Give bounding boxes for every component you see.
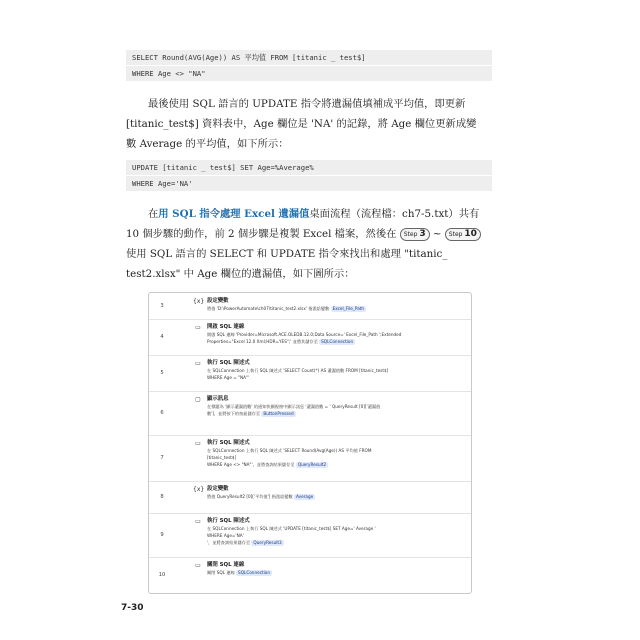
- variable-tag: ButtonPressed: [263, 411, 294, 416]
- flow-step-row[interactable]: [149, 391, 471, 436]
- step-title: 執行 SQL 陳述式: [207, 440, 250, 446]
- variable-tag: Excel_File_Path: [332, 306, 365, 311]
- step-description: 將值 QueryResult2 [0]['平均值'] 指派給變數 Average: [207, 494, 314, 499]
- step-title: 執行 SQL 陳述式: [207, 360, 250, 366]
- step-description: 數']，並將按下的按鈕儲存至 ButtonPressed: [207, 411, 294, 416]
- step-title: 顯示訊息: [207, 396, 229, 402]
- step-description: '，並將查詢結果儲存至 QueryResult3: [207, 540, 282, 545]
- code-line: UPDATE [titanic _ test$] SET Age=%Average%: [132, 163, 314, 172]
- database-icon: ▭: [195, 440, 201, 447]
- step-description: 在 SQLConnection 上執行 SQL 陳述式 'SELECT Count(*) AS 遺漏值數 FROM [titanic_test$]: [207, 368, 389, 373]
- code-block-select: [126, 50, 492, 81]
- step-number: 4: [160, 334, 164, 340]
- text-line: 在用 SQL 指令處理 Excel 遺漏值桌面流程（流程檔：ch7-5.txt）共有: [148, 208, 480, 220]
- flow-step-row[interactable]: [149, 355, 471, 392]
- text-line: 數 Average 的平均值，如下所示：: [126, 138, 289, 150]
- step-description: WHERE Age <> "NA"'，並將查詢結果儲存至 QueryResult2: [207, 462, 327, 467]
- step-title: 設定變數: [207, 486, 229, 492]
- database-icon: ▭: [195, 360, 201, 367]
- code-block-update: [126, 160, 492, 191]
- code-line: WHERE Age='NA': [126, 175, 492, 191]
- step-number: 6: [160, 410, 164, 416]
- variable-icon: {x}: [193, 298, 205, 305]
- step-title: 關閉 SQL 連線: [207, 562, 245, 568]
- text-line: 最後使用 SQL 語言的 UPDATE 指令將遺漏值填補成平均值，即更新: [148, 98, 466, 110]
- step-title: 設定變數: [207, 298, 229, 304]
- step-title: 執行 SQL 陳述式: [207, 518, 250, 524]
- text-line: 10 個步驟的動作，前 2 個步驟是複製 Excel 檔案，然後在 Step 3 ~ Step 10: [126, 224, 492, 244]
- step-content: [207, 297, 465, 312]
- step-number: 5: [160, 370, 164, 376]
- step-badge: Step 10: [445, 228, 481, 241]
- step-number: 9: [160, 532, 164, 538]
- text-line: [titanic_test$] 資料表中，Age 欄位是 'NA' 的記錄，將 Age 欄位更新成變: [126, 118, 477, 130]
- variable-tag: QueryResult2: [297, 462, 327, 467]
- step-content: [207, 359, 465, 381]
- step-description: 在標題為 '顯示遺漏值數' 的通知快顯視窗中顯示訊息 '遺漏值數 = ' QueryResult [0]['遺漏值: [207, 404, 381, 409]
- text-line: test2.xlsx" 中 Age 欄位的遺漏值，如下圖所示：: [126, 268, 355, 280]
- variable-tag: Average: [296, 494, 314, 499]
- step-description: WHERE Age='NA': [207, 533, 244, 538]
- code-line: WHERE Age <> "NA": [126, 65, 492, 81]
- step-content: [207, 561, 465, 576]
- variable-tag: QueryResult3: [253, 540, 282, 545]
- step-content: [207, 395, 465, 417]
- flow-step-row[interactable]: [149, 435, 471, 482]
- step-badge: Step 3: [400, 228, 430, 241]
- step-description: Properties="Excel 12.0 Xml;HDR=YES";' 並將其儲存至 SQLConnection: [207, 339, 354, 344]
- database-icon: ▭: [195, 324, 201, 331]
- paragraph-update-intro: [126, 94, 492, 154]
- step-content: [207, 517, 465, 546]
- flow-step-row[interactable]: [149, 481, 471, 514]
- code-line: SELECT Round(AVG(Age)) AS 平均值 FROM [titanic _ test$]: [132, 53, 366, 62]
- text-line: 使用 SQL 語言的 SELECT 和 UPDATE 指令來找出和處理 "titanic_: [126, 248, 448, 260]
- flow-step-row[interactable]: [149, 293, 471, 320]
- highlight-title: 用 SQL 指令處理 Excel 遺漏值: [158, 208, 310, 220]
- step-description: 將值 'D:\PowerAutomate\ch07\titanic_test2.xlsx' 指派給變數 Excel_File_Path: [207, 306, 365, 311]
- step-description: WHERE Age = "NA"': [207, 375, 250, 380]
- database-icon: ▭: [195, 562, 201, 569]
- message-icon: ▢: [195, 396, 201, 403]
- variable-tag: SQLConnection: [238, 570, 271, 575]
- step-description: 在 SQLConnection 上執行 SQL 陳述式 'UPDATE [titanic_test$] SET Age=' Average ': [207, 526, 376, 531]
- step-number: 10: [158, 572, 166, 578]
- database-icon: ▭: [195, 518, 201, 525]
- flow-step-row[interactable]: [149, 557, 471, 593]
- step-title: 開啟 SQL 連線: [207, 324, 245, 330]
- variable-tag: SQLConnection: [321, 339, 354, 344]
- step-number: 8: [160, 494, 164, 500]
- step-content: [207, 323, 465, 345]
- step-number: 7: [160, 455, 164, 461]
- flow-screenshot: [148, 292, 472, 594]
- step-number: 3: [160, 303, 164, 309]
- flow-step-row[interactable]: [149, 319, 471, 356]
- flow-step-row[interactable]: [149, 513, 471, 558]
- step-description: 關閉 SQL 連線 SQLConnection: [207, 570, 271, 575]
- page-number: 7-30: [121, 603, 144, 613]
- step-description: [titanic_test$]: [207, 455, 237, 460]
- variable-icon: {x}: [193, 486, 205, 493]
- step-content: [207, 485, 465, 500]
- step-description: 開啟 SQL 連線 'Provider=Microsoft.ACE.OLEDB.12.0;Data Source=' Excel_File_Path ';Extended: [207, 332, 402, 337]
- paragraph-flow-intro: [126, 204, 492, 284]
- step-content: [207, 439, 465, 468]
- step-description: 在 SQLConnection 上執行 SQL 陳述式 'SELECT Round(Avg(Age)) AS 平均值 FROM: [207, 448, 372, 453]
